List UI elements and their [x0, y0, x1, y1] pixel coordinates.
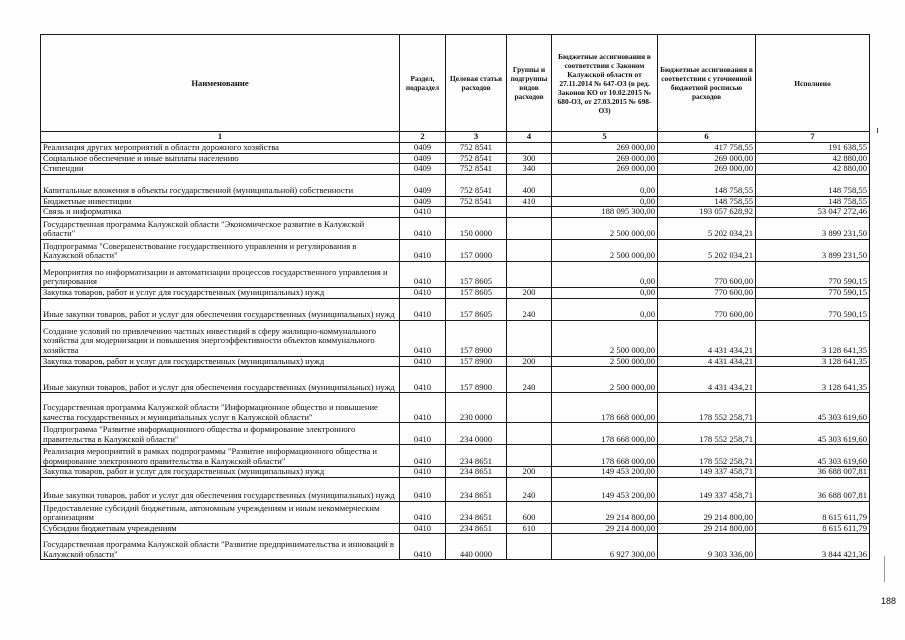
cell-executed: 148 758,55	[756, 196, 870, 207]
table-row	[41, 467, 870, 478]
column-number: 1	[41, 132, 400, 143]
table-row	[41, 287, 870, 298]
cell-budget-law: 269 000,00	[552, 143, 658, 154]
cell-target-item: 752 8541	[446, 143, 507, 154]
cell-expense-group	[507, 217, 552, 239]
cell-budget-refined: 149 337 458,71	[658, 477, 756, 501]
cell-executed: 148 758,55	[756, 174, 870, 196]
cell-expense-group: 200	[507, 287, 552, 298]
cell-target-item: 157 8900	[446, 320, 507, 356]
cell-section: 0410	[400, 217, 446, 239]
cell-budget-refined: 269 000,00	[658, 153, 756, 164]
column-number: 7	[756, 132, 870, 143]
cell-budget-law: 0,00	[552, 287, 658, 298]
cell-budget-refined: 9 303 336,00	[658, 534, 756, 560]
cell-name: Подпрограмма "Развитие информационного общества и формирование электронного правительства в Калужской области"	[41, 423, 400, 445]
cell-target-item: 230 0000	[446, 393, 507, 423]
table-row	[41, 523, 870, 534]
cell-expense-group	[507, 261, 552, 287]
cell-budget-law: 269 000,00	[552, 164, 658, 175]
table-row	[41, 298, 870, 320]
cell-budget-law: 29 214 800,00	[552, 523, 658, 534]
table-row	[41, 217, 870, 239]
cell-executed: 8 615 611,79	[756, 501, 870, 523]
cell-target-item: 157 8900	[446, 367, 507, 393]
cell-budget-law: 2 500 000,00	[552, 320, 658, 356]
cell-target-item: 150 0000	[446, 217, 507, 239]
cell-expense-group	[507, 239, 552, 261]
cell-target-item: 752 8541	[446, 164, 507, 175]
cell-budget-law: 269 000,00	[552, 153, 658, 164]
table-row	[41, 164, 870, 175]
cell-executed: 45 303 619,60	[756, 445, 870, 467]
cell-budget-refined: 4 431 434,21	[658, 356, 756, 367]
cell-section: 0409	[400, 153, 446, 164]
cell-expense-group	[507, 534, 552, 560]
cell-budget-law: 6 927 300,00	[552, 534, 658, 560]
cell-section: 0410	[400, 356, 446, 367]
cell-executed: 36 688 007,81	[756, 467, 870, 478]
cell-target-item: 752 8541	[446, 196, 507, 207]
cell-budget-refined: 148 758,55	[658, 196, 756, 207]
cell-expense-group	[507, 143, 552, 154]
cell-name: Предоставление субсидий бюджетным, автономным учреждениям и иным некоммерческим организациям	[41, 501, 400, 523]
cell-target-item: 234 0000	[446, 423, 507, 445]
cell-expense-group	[507, 445, 552, 467]
cell-budget-law: 0,00	[552, 298, 658, 320]
column-number: 5	[552, 132, 658, 143]
cell-budget-law: 149 453 200,00	[552, 477, 658, 501]
header-name: Наименование	[41, 35, 400, 132]
cell-section: 0410	[400, 467, 446, 478]
cell-expense-group	[507, 423, 552, 445]
budget-table	[40, 34, 870, 560]
cell-budget-refined: 770 600,00	[658, 298, 756, 320]
cell-budget-law: 2 500 000,00	[552, 356, 658, 367]
cell-expense-group	[507, 393, 552, 423]
cell-section: 0409	[400, 143, 446, 154]
table-row	[41, 143, 870, 154]
cell-budget-law: 178 668 000,00	[552, 423, 658, 445]
cell-budget-law: 29 214 800,00	[552, 501, 658, 523]
cell-name: Бюджетные инвестиции	[41, 196, 400, 207]
cell-target-item: 157 0000	[446, 239, 507, 261]
cell-executed: 770 590,15	[756, 287, 870, 298]
cell-name: Государственная программа Калужской области "Развитие предпринимательства и инноваций в Калужской области"	[41, 534, 400, 560]
cell-section: 0410	[400, 523, 446, 534]
cell-name: Иные закупки товаров, работ и услуг для обеспечения государственных (муниципальных) нужд	[41, 367, 400, 393]
cell-budget-refined: 148 758,55	[658, 174, 756, 196]
cell-expense-group: 240	[507, 298, 552, 320]
page-number: 188	[881, 596, 897, 606]
cell-section: 0410	[400, 501, 446, 523]
cell-budget-law: 2 500 000,00	[552, 217, 658, 239]
cell-section: 0410	[400, 445, 446, 467]
cell-name: Связь и информатика	[41, 207, 400, 218]
cell-name: Закупка товаров, работ и услуг для государственных (муниципальных) нужд	[41, 467, 400, 478]
cell-executed: 3 128 641,35	[756, 356, 870, 367]
cell-budget-law: 0,00	[552, 174, 658, 196]
cell-name: Иные закупки товаров, работ и услуг для обеспечения государственных (муниципальных) нужд	[41, 298, 400, 320]
cell-target-item: 234 8651	[446, 501, 507, 523]
cell-expense-group: 600	[507, 501, 552, 523]
cell-target-item: 752 8541	[446, 153, 507, 164]
table-row	[41, 501, 870, 523]
cell-expense-group: 300	[507, 153, 552, 164]
column-number: 3	[446, 132, 507, 143]
cell-expense-group: 240	[507, 367, 552, 393]
cell-budget-refined: 178 552 258,71	[658, 423, 756, 445]
cell-target-item: 234 8651	[446, 523, 507, 534]
cell-budget-law: 0,00	[552, 196, 658, 207]
cell-section: 0410	[400, 393, 446, 423]
cell-target-item	[446, 207, 507, 218]
cell-budget-law: 2 500 000,00	[552, 239, 658, 261]
cell-target-item: 234 8651	[446, 467, 507, 478]
cell-budget-law: 149 453 200,00	[552, 467, 658, 478]
cell-name: Капитальные вложения в объекты государственной (муниципальной) собственности	[41, 174, 400, 196]
table-row	[41, 207, 870, 218]
cell-budget-refined: 5 202 034,21	[658, 239, 756, 261]
cell-section: 0410	[400, 367, 446, 393]
cell-section: 0410	[400, 261, 446, 287]
cell-expense-group: 240	[507, 477, 552, 501]
cell-budget-law: 178 668 000,00	[552, 393, 658, 423]
table-row	[41, 367, 870, 393]
cell-expense-group	[507, 207, 552, 218]
column-number-row	[41, 132, 870, 143]
cell-name: Подпрограмма "Совершенствование государственного управления и регулирования в Калужской области"	[41, 239, 400, 261]
cell-budget-law: 0,00	[552, 261, 658, 287]
cell-budget-refined: 5 202 034,21	[658, 217, 756, 239]
cell-executed: 53 047 272,46	[756, 207, 870, 218]
table-row	[41, 445, 870, 467]
cell-budget-refined: 178 552 258,71	[658, 393, 756, 423]
header-row	[41, 35, 870, 132]
column-number: 4	[507, 132, 552, 143]
column-number: 2	[400, 132, 446, 143]
table-body	[41, 143, 870, 560]
cell-section: 0410	[400, 534, 446, 560]
table-row	[41, 423, 870, 445]
cell-executed: 45 303 619,60	[756, 393, 870, 423]
header-budget-law: Бюджетные ассигнования в соответствии с Законом Калужской области от 27.11.2014 № 647-ОЗ (в ред. Законов КО от 10.02.2015 № 680-ОЗ, от 27.03.2015 № 698-ОЗ)	[552, 35, 658, 132]
cell-section: 0409	[400, 174, 446, 196]
cell-expense-group: 340	[507, 164, 552, 175]
cell-expense-group: 400	[507, 174, 552, 196]
cell-budget-refined: 149 337 458,71	[658, 467, 756, 478]
cell-budget-refined: 29 214 800,00	[658, 523, 756, 534]
cell-target-item: 157 8605	[446, 261, 507, 287]
cell-expense-group: 410	[507, 196, 552, 207]
cell-target-item: 157 8605	[446, 287, 507, 298]
cell-section: 0409	[400, 196, 446, 207]
cell-target-item: 157 8605	[446, 298, 507, 320]
cell-executed: 3 128 641,35	[756, 320, 870, 356]
cell-name: Реализация мероприятий в рамках подпрограммы "Развитие информационного общества и формирование электронного правительства в Калужской области"	[41, 445, 400, 467]
cell-budget-refined: 417 758,55	[658, 143, 756, 154]
cell-budget-refined: 770 600,00	[658, 261, 756, 287]
cell-executed: 45 303 619,60	[756, 423, 870, 445]
header-target-item: Целевая статья расходов	[446, 35, 507, 132]
cell-name: Закупка товаров, работ и услуг для государственных (муниципальных) нужд	[41, 356, 400, 367]
header-expense-groups: Группы и подгруппы видов расходов	[507, 35, 552, 132]
header-budget-refined: Бюджетные ассигнования в соответствии с уточненной бюджетной росписью расходов	[658, 35, 756, 132]
cell-executed: 8 615 611,79	[756, 523, 870, 534]
cell-budget-refined: 4 431 434,21	[658, 320, 756, 356]
table-row	[41, 356, 870, 367]
cell-executed: 3 899 231,50	[756, 217, 870, 239]
cell-target-item: 234 8651	[446, 445, 507, 467]
cell-budget-law: 2 500 000,00	[552, 367, 658, 393]
cell-budget-refined: 4 431 434,21	[658, 367, 756, 393]
cell-target-item: 157 8900	[446, 356, 507, 367]
cell-executed: 770 590,15	[756, 261, 870, 287]
cell-expense-group: 200	[507, 356, 552, 367]
cell-executed: 191 638,55	[756, 143, 870, 154]
cell-section: 0410	[400, 239, 446, 261]
cell-budget-refined: 269 000,00	[658, 164, 756, 175]
table-row	[41, 239, 870, 261]
cell-section: 0410	[400, 320, 446, 356]
cell-section: 0410	[400, 287, 446, 298]
cell-budget-refined: 193 057 628,92	[658, 207, 756, 218]
cell-executed: 36 688 007,81	[756, 477, 870, 501]
table-row	[41, 534, 870, 560]
cell-executed: 770 590,15	[756, 298, 870, 320]
header-executed: Исполнено	[756, 35, 870, 132]
cell-budget-refined: 178 552 258,71	[658, 445, 756, 467]
scan-mark	[877, 128, 878, 133]
cell-executed: 42 880,00	[756, 164, 870, 175]
cell-target-item: 440 0000	[446, 534, 507, 560]
cell-budget-refined: 29 214 800,00	[658, 501, 756, 523]
cell-expense-group: 610	[507, 523, 552, 534]
column-number: 6	[658, 132, 756, 143]
cell-executed: 3 128 641,35	[756, 367, 870, 393]
cell-executed: 3 844 421,36	[756, 534, 870, 560]
cell-budget-law: 178 668 000,00	[552, 445, 658, 467]
table-row	[41, 393, 870, 423]
table-row	[41, 196, 870, 207]
cell-expense-group: 200	[507, 467, 552, 478]
table-row	[41, 477, 870, 501]
cell-budget-law: 188 095 300,00	[552, 207, 658, 218]
cell-section: 0410	[400, 477, 446, 501]
header-section: Раздел, подраздел	[400, 35, 446, 132]
cell-expense-group	[507, 320, 552, 356]
cell-name: Субсидии бюджетным учреждениям	[41, 523, 400, 534]
table-row	[41, 153, 870, 164]
cell-name: Социальное обеспечение и иные выплаты населению	[41, 153, 400, 164]
cell-name: Стипендии	[41, 164, 400, 175]
table-row	[41, 320, 870, 356]
cell-section: 0410	[400, 423, 446, 445]
cell-name: Реализация других мероприятий в области дорожного хозяйства	[41, 143, 400, 154]
cell-name: Закупка товаров, работ и услуг для государственных (муниципальных) нужд	[41, 287, 400, 298]
table-row	[41, 261, 870, 287]
cell-section: 0410	[400, 298, 446, 320]
cell-name: Иные закупки товаров, работ и услуг для обеспечения государственных (муниципальных) нужд	[41, 477, 400, 501]
cell-name: Мероприятия по информатизации и автоматизации процессов государственного управления и регулирования	[41, 261, 400, 287]
cell-section: 0410	[400, 207, 446, 218]
cell-target-item: 752 8541	[446, 174, 507, 196]
table-row	[41, 174, 870, 196]
cell-name: Создание условий по привлечению частных инвестиций в сферу жилищно-коммунального хозяйства для модернизации и повышения энергоэффективности объектов коммунального хозяйства	[41, 320, 400, 356]
cell-name: Государственная программа Калужской области "Экономическое развитие в Калужской области"	[41, 217, 400, 239]
cell-executed: 3 899 231,50	[756, 239, 870, 261]
cell-executed: 42 880,00	[756, 153, 870, 164]
cell-budget-refined: 770 600,00	[658, 287, 756, 298]
scan-mark	[884, 556, 885, 582]
cell-section: 0409	[400, 164, 446, 175]
cell-target-item: 234 8651	[446, 477, 507, 501]
cell-name: Государственная программа Калужской области "Информационное общество и повышение качества государственных и муниципальных услуг в Калужской области"	[41, 393, 400, 423]
